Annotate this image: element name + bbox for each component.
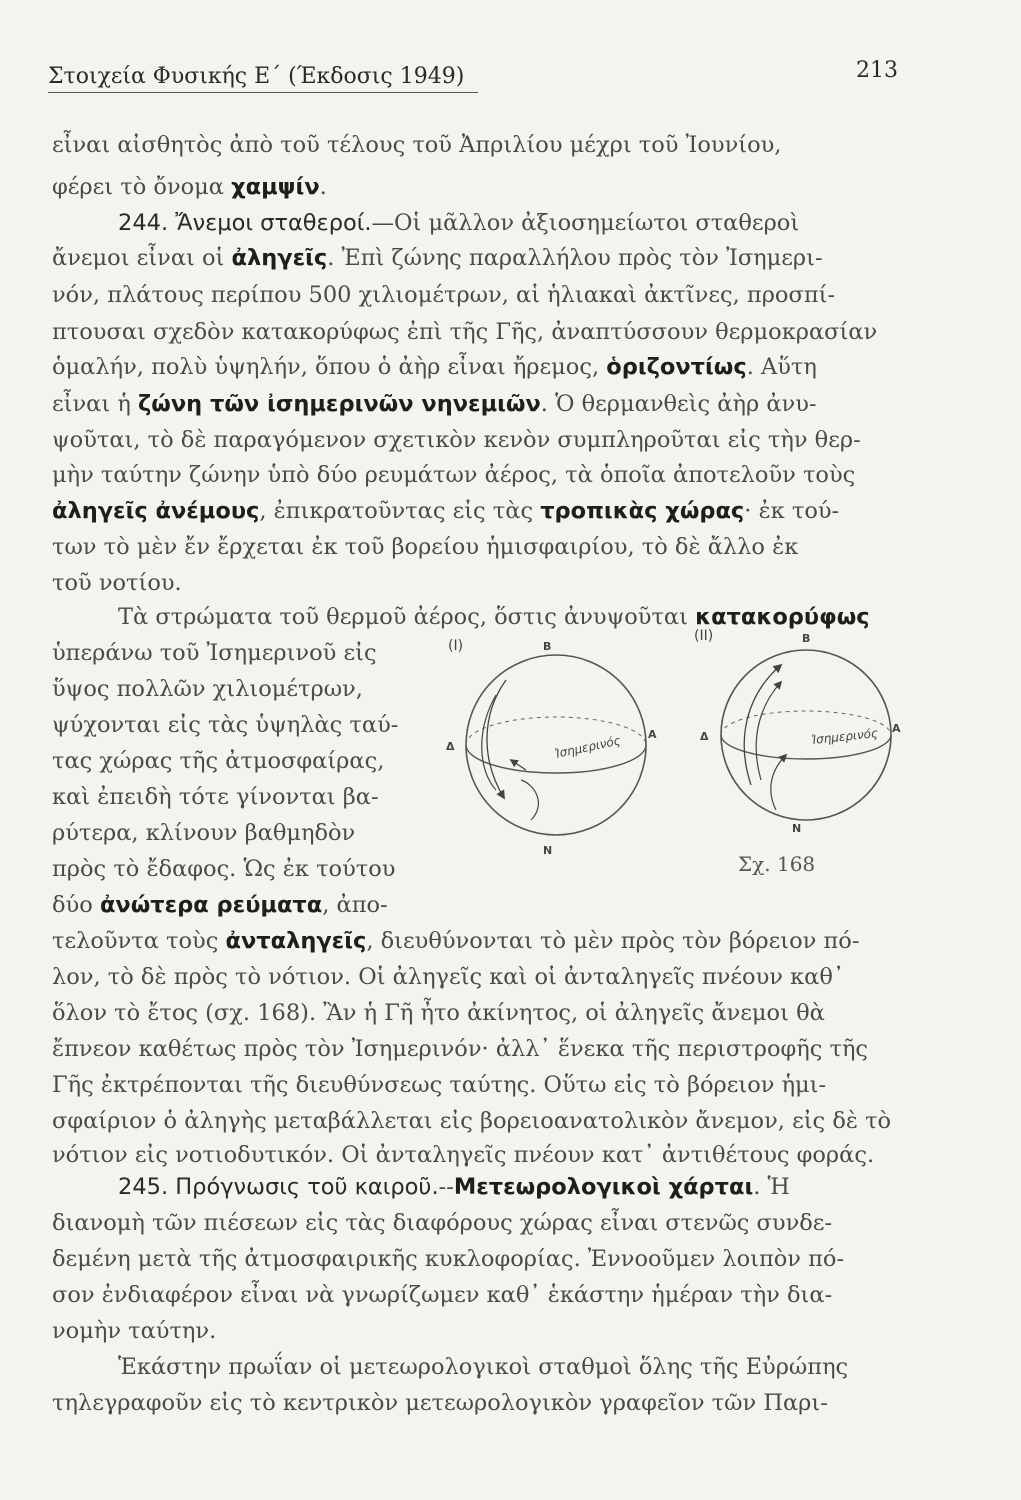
wind-arrow — [521, 780, 538, 820]
text-line: Γῆς ἐκτρέπονται τῆς διευθύνσεως ταύτης. Οὕτω εἰς τὸ βόρειον ἡμι- — [52, 1072, 827, 1098]
text-line: πτουσαι σχεδὸν κατακορύφως ἐπὶ τῆς Γῆς, ἀναπτύσσουν θερμοκρασίαν — [52, 319, 878, 345]
equator-label: Ἰσημερινός — [553, 733, 622, 761]
text-line: σον ἐνδιαφέρον εἶναι νὰ γνωρίζωμεν καθ᾽ ἑκάστην ἡμέραν τὴν δια- — [52, 1282, 833, 1308]
text-line: ὕψος πολλῶν χιλιομέτρων, — [52, 676, 363, 702]
text-line: ψοῦται, τὸ δὲ παραγόμενον σχετικὸν κενὸν συμπληροῦται εἰς τὴν θερ- — [52, 427, 861, 453]
section-245-title: Πρόγνωσις τοῦ καιροῦ. — [175, 1174, 439, 1200]
north-label: B — [802, 632, 811, 645]
south-label: N — [792, 822, 802, 835]
term-anti-trade-winds: ἀνταληγεῖς — [225, 928, 367, 954]
page-number: 213 — [856, 58, 898, 83]
south-label: N — [543, 844, 553, 857]
text-line: ὁμαλήν, πολὺ ὑψηλήν, ὅπου ὁ ἀὴρ εἶναι ἤρεμος, ὁριζοντίως. Αὕτη — [52, 354, 817, 380]
wind-arrow — [511, 760, 526, 770]
text-line: ἄνεμοι εἶναι οἱ ἀληγεῖς. Ἐπὶ ζώνης παραλλήλου πρὸς τὸν Ἰσημερι- — [52, 245, 823, 271]
equator-label: Ἰσημερινός — [810, 726, 879, 747]
globe-1 — [446, 638, 657, 857]
globe-2 — [694, 628, 901, 835]
text-line: ὑπεράνω τοῦ Ἰσημερινοῦ εἰς — [52, 640, 377, 666]
text-line: σφαίριον ὁ ἀληγὴς μεταβάλλεται εἰς βορειοανατολικὸν ἄνεμον, εἰς δὲ τὸ — [52, 1108, 892, 1134]
term-trade-winds-2: ἀληγεῖς ἀνέμους — [52, 498, 260, 524]
text-line: ρύτερα, κλίνουν βαθμηδὸν — [52, 820, 356, 846]
term-vertically: κατακορύφως — [695, 604, 870, 630]
text-line: ἀληγεῖς ἀνέμους, ἐπικρατοῦντας εἰς τὰς τροπικὰς χώρας· ἐκ τού- — [52, 498, 840, 524]
east-label: A — [892, 722, 901, 735]
figure-label-2: (II) — [694, 628, 714, 644]
text-line: ἔπνεον καθέτως πρὸς τὸν Ἰσημερινόν· ἀλλ᾽ ἕνεκα τῆς περιστροφῆς τῆς — [52, 1036, 869, 1062]
figure-caption: Σχ. 168 — [738, 852, 816, 876]
text-line: φέρει τὸ ὄνομα χαμψίν. — [52, 174, 327, 200]
text-line: Ἑκάστην πρωΐαν οἱ μετεωρολογικοὶ σταθμοὶ ὅλης τῆς Εὐρώπης — [118, 1354, 849, 1380]
text-line: εἶναι αἰσθητὸς ἀπὸ τοῦ τέλους τοῦ Ἀπριλίου μέχρι τοῦ Ἰουνίου, — [52, 132, 782, 158]
term-doldrums: ζώνη τῶν ἰσημερινῶν νηνεμιῶν — [137, 391, 541, 417]
text-line: καὶ ἐπειδὴ τότε γίνονται βα- — [52, 784, 379, 810]
west-label: Δ — [446, 740, 455, 753]
figure-label-1: (I) — [448, 638, 464, 654]
text-line: τελοῦντα τοὺς ἀνταληγεῖς, διευθύνονται τὸ μὲν πρὸς τὸν βόρειον πό- — [52, 928, 860, 954]
text-line: δύο ἀνώτερα ρεύματα, ἀπο- — [52, 892, 388, 918]
text-line: πρὸς τὸ ἔδαφος. Ὡς ἐκ τούτου — [52, 856, 396, 882]
term-tropical-regions: τροπικὰς χώρας — [540, 498, 745, 524]
running-title: Στοιχεία Φυσικής Ε΄ (Έκδοσις 1949) — [48, 64, 465, 89]
term-weather-maps: Μετεωρολογικοὶ χάρται — [453, 1174, 754, 1200]
text-line: ψύχονται εἰς τὰς ὑψηλὰς ταύ- — [52, 712, 399, 738]
wind-arrow — [744, 665, 781, 785]
term-upper-currents: ἀνώτερα ρεύματα — [99, 892, 323, 918]
text-line: ὅλον τὸ ἔτος (σχ. 168). Ἂν ἡ Γῆ ἦτο ἀκίνητος, οἱ ἀληγεῖς ἄνεμοι θὰ — [52, 1000, 825, 1026]
section-244-heading: 244. Ἄνεμοι σταθεροί.—Οἱ μᾶλλον ἀξιοσημείωτοι σταθεροὶ — [118, 210, 800, 236]
term-khamsin: χαμψίν — [231, 174, 320, 200]
section-244-title: Ἄνεμοι σταθεροί. — [175, 210, 372, 236]
figure-168 — [436, 620, 906, 880]
west-label: Δ — [700, 730, 709, 743]
text-line: Τὰ στρώματα τοῦ θερμοῦ ἀέρος, ὅστις ἀνυψοῦται κατακορύφως — [118, 604, 870, 630]
section-245-heading: 245. Πρόγνωσις τοῦ καιροῦ.--Μετεωρολογικοὶ χάρται. Ἡ — [118, 1174, 790, 1200]
east-label: A — [648, 728, 657, 741]
text-line: νομὴν ταύτην. — [52, 1318, 217, 1344]
text-line: τοῦ νοτίου. — [52, 570, 182, 596]
text-line: τας χώρας τῆς ἀτμοσφαίρας, — [52, 748, 385, 774]
text-line: τηλεγραφοῦν εἰς τὸ κεντρικὸν μετεωρολογικὸν γραφεῖον τῶν Παρι- — [52, 1390, 828, 1416]
text-line: λον, τὸ δὲ πρὸς τὸ νότιον. Οἱ ἀληγεῖς καὶ οἱ ἀνταληγεῖς πνέουν καθ᾽ — [52, 964, 845, 990]
north-label: B — [543, 640, 552, 653]
text-line: νότιον εἰς νοτιοδυτικόν. Οἱ ἀνταληγεῖς πνέουν κατ᾽ ἀντιθέτους φοράς. — [52, 1142, 875, 1168]
term-horizontally: ὁριζοντίως — [606, 354, 747, 380]
globe-diagrams — [436, 620, 906, 880]
text-line: δεμένη μετὰ τῆς ἀτμοσφαιρικῆς κυκλοφορίας. Ἐννοοῦμεν λοιπὸν πό- — [52, 1246, 845, 1272]
text-line: των τὸ μὲν ἔν ἔρχεται ἐκ τοῦ βορείου ἡμισφαιρίου, τὸ δὲ ἄλλο ἐκ — [52, 534, 799, 560]
text-line: μὴν ταύτην ζώνην ὑπὸ δύο ρευμάτων ἀέρος, τὰ ὁποῖα ἀποτελοῦν τοὺς — [52, 462, 856, 488]
text-line: νόν, πλάτους περίπου 500 χιλιομέτρων, αἱ ἡλιακαὶ ἀκτῖνες, προσπί- — [52, 282, 836, 308]
text-line: εἶναι ἡ ζώνη τῶν ἰσημερινῶν νηνεμιῶν. Ὁ θερμανθεὶς ἀὴρ ἀνυ- — [52, 391, 817, 417]
header-rule — [48, 92, 478, 93]
text-line: διανομὴ τῶν πιέσεων εἰς τὰς διαφόρους χώρας εἶναι στενῶς συνδε- — [52, 1210, 833, 1236]
wind-arrow — [771, 755, 786, 810]
term-trade-winds: ἀληγεῖς — [231, 245, 328, 271]
page-header — [48, 58, 898, 98]
